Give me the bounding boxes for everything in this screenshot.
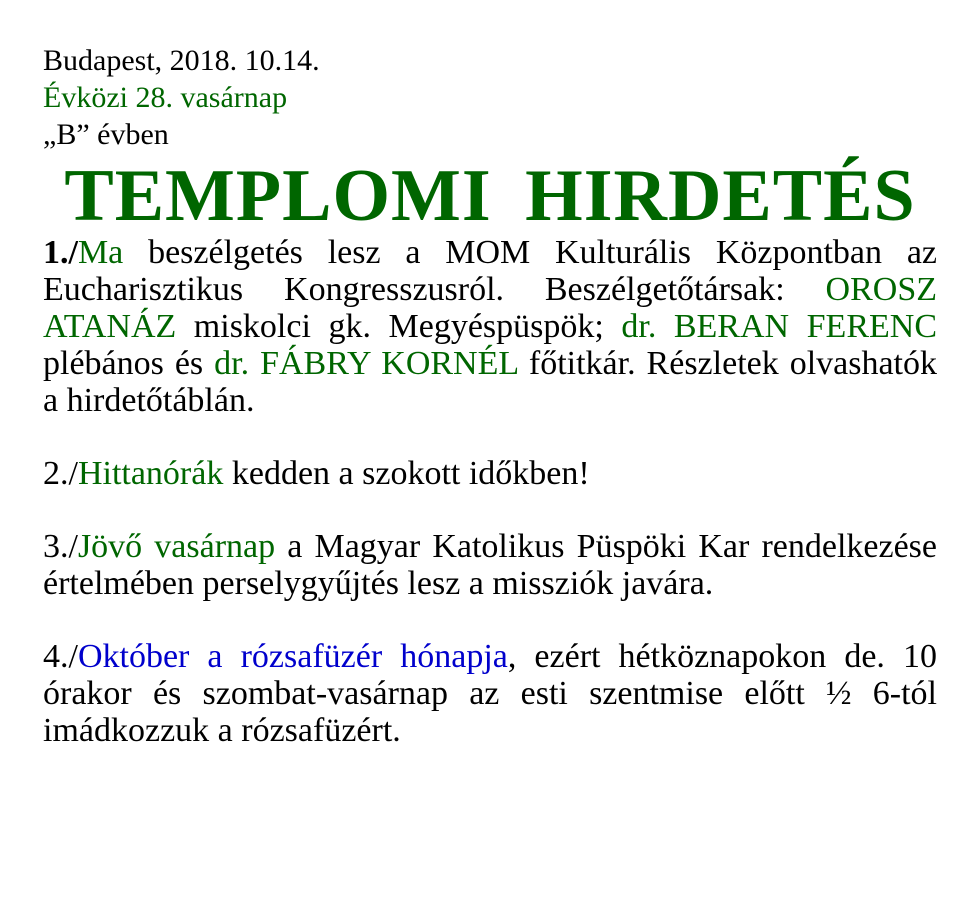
liturgical-year-line: „B” évben (43, 118, 169, 151)
speaker-name: OROSZ ATANÁZ (43, 271, 937, 345)
item-lead: Ma (77, 234, 124, 271)
speaker-name: dr. BERAN FERENC (621, 308, 937, 345)
speaker-name: dr. FÁBRY KORNÉL (214, 345, 518, 382)
item-number: 2./ (43, 455, 78, 492)
item-text: miskolci gk. Megyéspüspök; (176, 308, 622, 345)
item-number: 1./ (43, 234, 78, 271)
announcement-item-1 (43, 234, 937, 419)
item-text: , ezért hétköznapokon de. 10 órakor és szombat-vasárnap az esti szentmise előtt ½ 6-tól imádkozzuk a rózsafüzért. (43, 638, 937, 749)
item-text: a Magyar Katolikus Püspöki Kar rendelkezése értelmében perselygyűjtés lesz a missziók javára. (43, 528, 938, 602)
item-lead: Október a rózsafüzér hónapja (77, 638, 508, 675)
announcement-item-3 (43, 528, 937, 602)
announcement-item-4 (43, 638, 937, 749)
announcement-item-2 (43, 455, 937, 492)
item-number: 4./ (43, 638, 78, 675)
item-text: beszélgetés lesz a MOM Kulturális Központban az Eucharisztikus Kongresszusról. Beszélgetőtársak: (43, 234, 937, 308)
header-block (43, 42, 937, 153)
item-lead: Hittanórák (77, 455, 224, 492)
item-text: plébános és (43, 345, 215, 382)
date-line: Budapest, 2018. 10.14. (43, 44, 320, 77)
item-text: kedden a szokott időkben! (223, 455, 590, 492)
item-lead: Jövő vasárnap (77, 528, 276, 565)
page-title: TEMPLOMI HIRDETÉS (64, 155, 916, 237)
sunday-line: Évközi 28. vasárnap (43, 81, 288, 114)
item-text: főtitkár. Részletek olvashatók a hirdetőtáblán. (43, 345, 938, 419)
item-number: 3./ (43, 528, 78, 565)
